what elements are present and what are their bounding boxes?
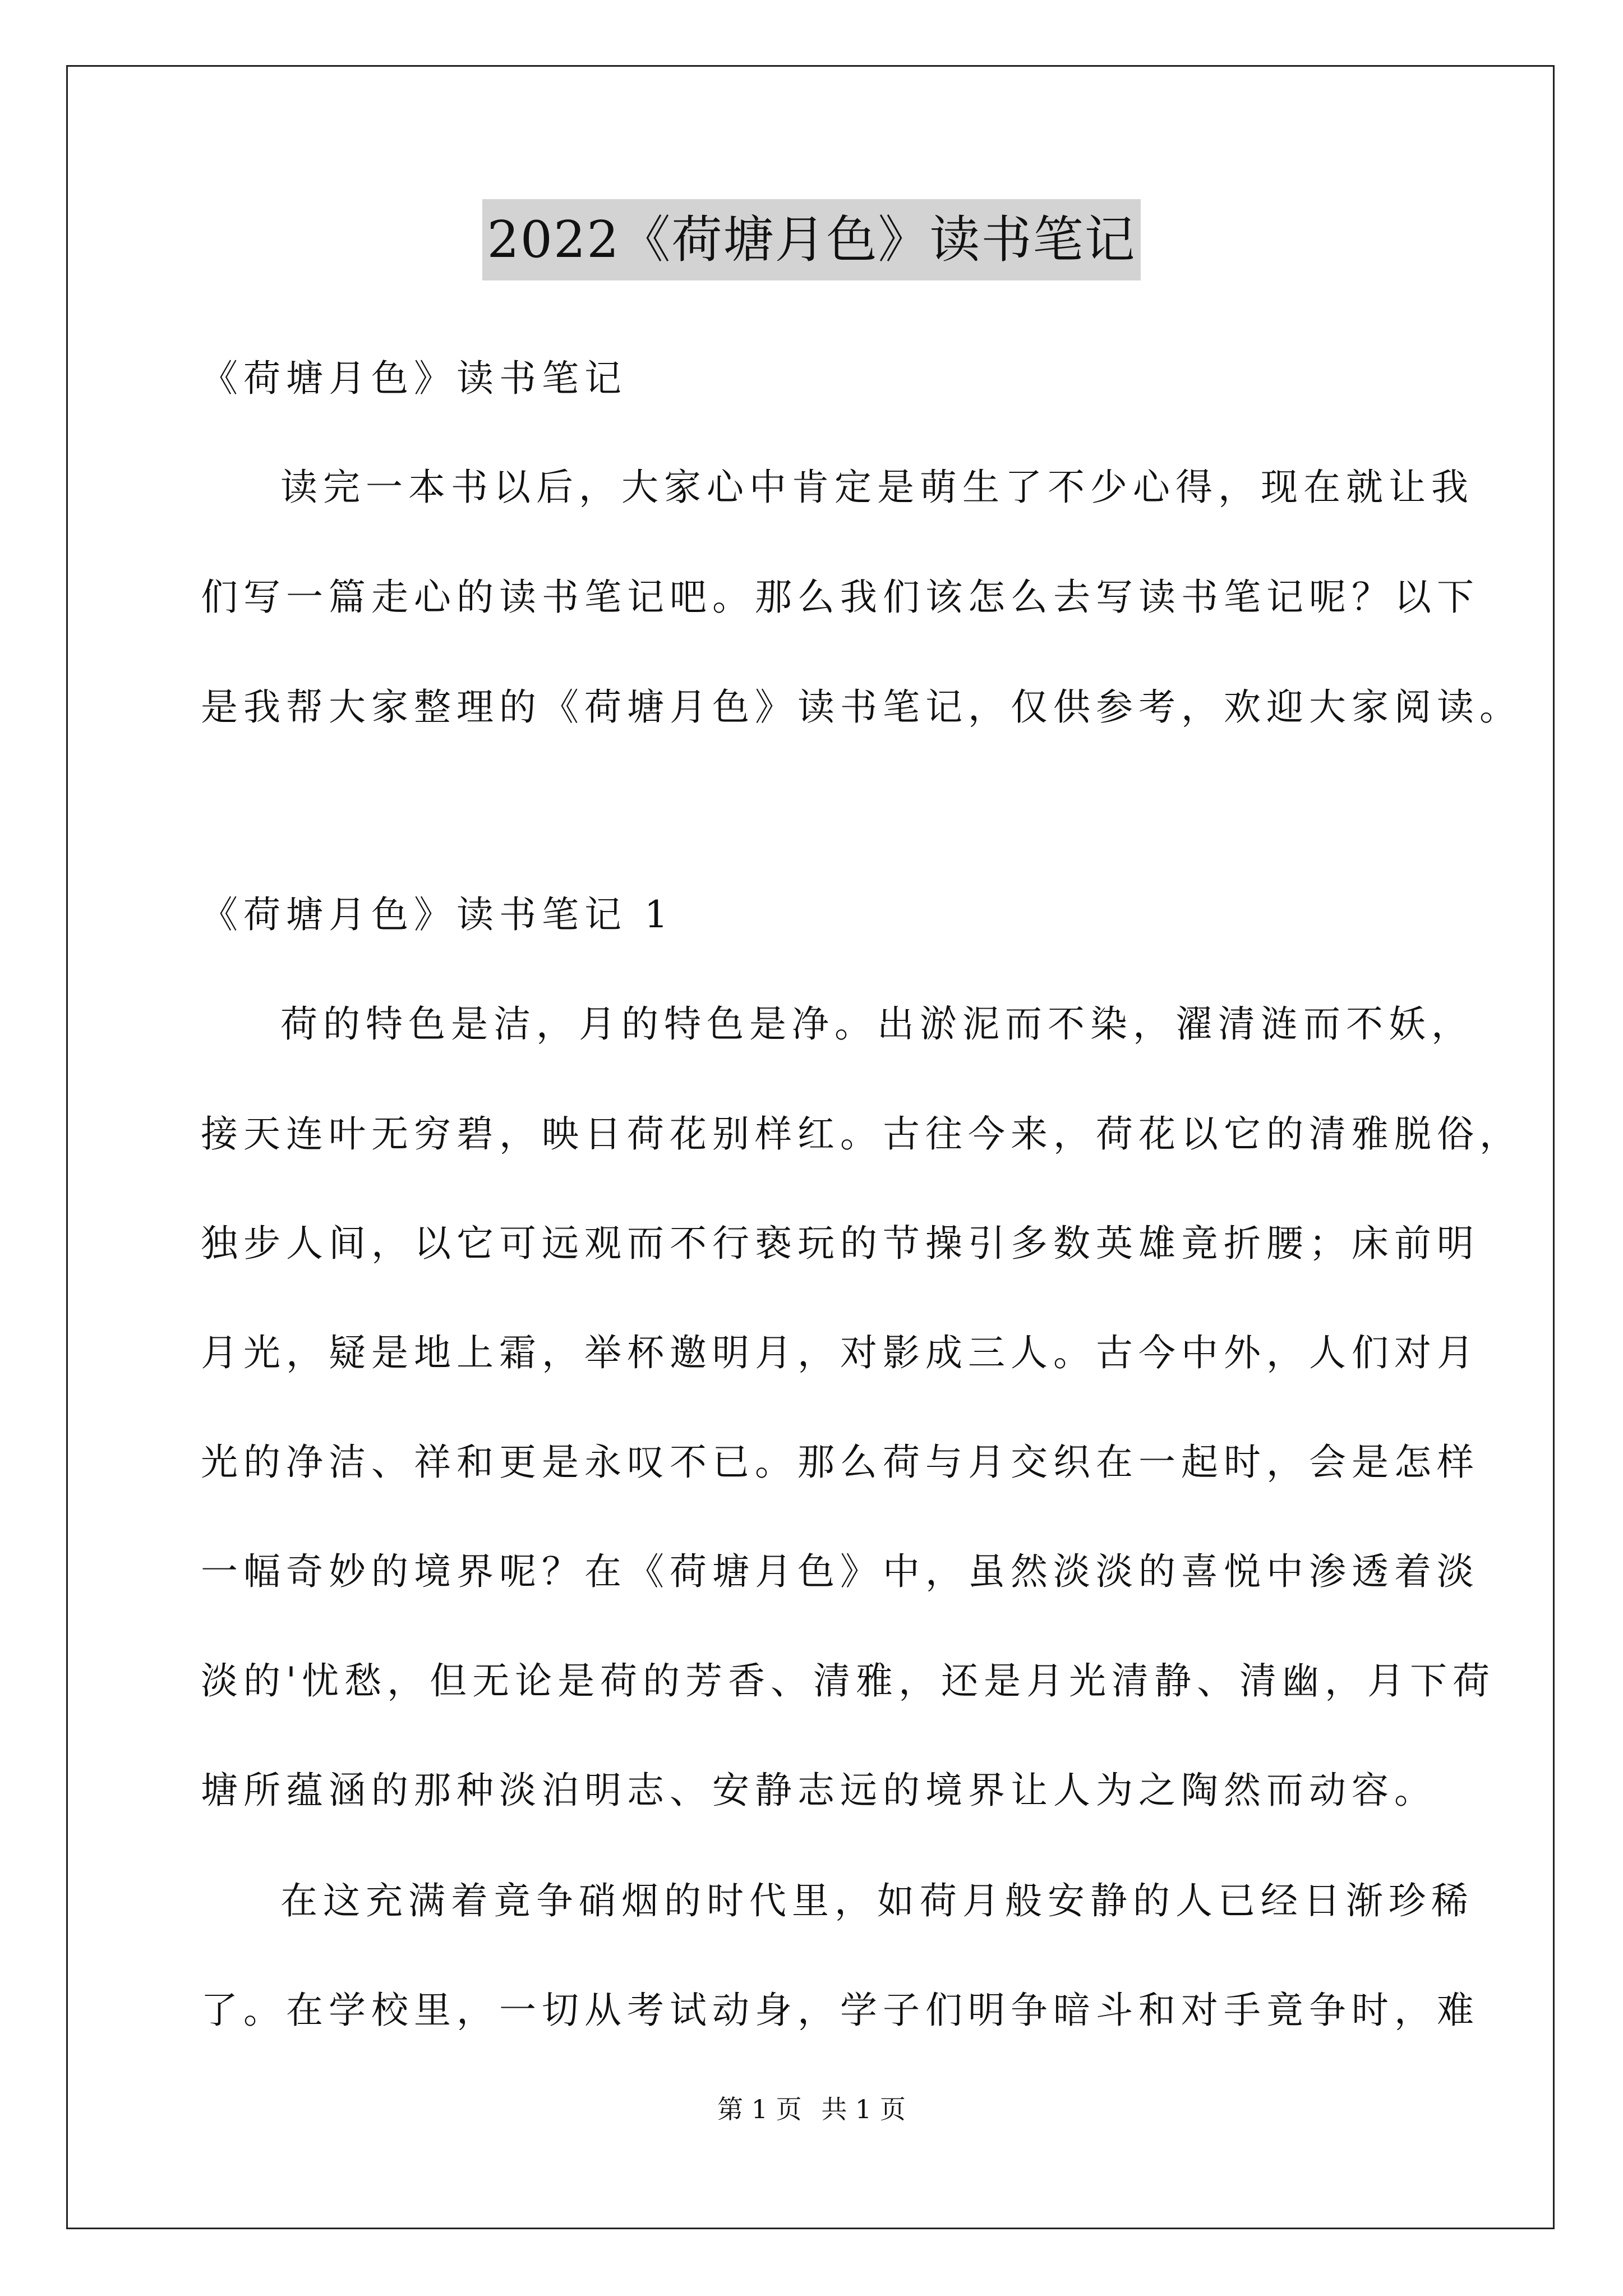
title-container [0,199,1623,280]
paragraph-line: 独步人间，以它可远观而不行亵玩的节操引多数英雄竟折腰；床前明 [201,1222,1479,1265]
paragraph-line: 淡的'忧愁，但无论是荷的芳香、清雅，还是月光清静、清幽，月下荷 [201,1659,1496,1703]
paragraph-line: 月光，疑是地上霜，举杯邀明月，对影成三人。古今中外，人们对月 [201,1331,1479,1374]
intro-line: 是我帮大家整理的《荷塘月色》读书笔记，仅供参考，欢迎大家阅读。 [201,685,1522,729]
paragraph-line: 了。在学校里，一切从考试动身，学子们明争暗斗和对手竟争时，难 [201,1989,1479,2032]
paragraph-line: 一幅奇妙的境界呢？在《荷塘月色》中，虽然淡淡的喜悦中渗透着淡 [201,1550,1479,1593]
subtitle: 《荷塘月色》读书笔记 [201,357,627,400]
paragraph-line: 光的净洁、祥和更是永叹不已。那么荷与月交织在一起时，会是怎样 [201,1441,1479,1484]
page-total: 共 1 页 [821,2094,906,2124]
paragraph-line: 接天连叶无穷碧，映日荷花别样红。古往今来，荷花以它的清雅脱俗， [201,1112,1522,1156]
section-heading: 《荷塘月色》读书笔记 1 [201,893,674,936]
paragraph-line: 在这充满着竟争硝烟的时代里，如荷月般安静的人已经日渐珍稀 [280,1879,1474,1922]
paragraph-line: 荷的特色是洁，月的特色是净。出淤泥而不染，濯清涟而不妖， [280,1002,1474,1046]
intro-line: 们写一篇走心的读书笔记吧。那么我们该怎么去写读书笔记呢？以下 [201,576,1479,619]
intro-line: 读完一本书以后，大家心中肯定是萌生了不少心得，现在就让我 [280,466,1474,509]
paragraph-line: 塘所蕴涵的那种淡泊明志、安静志远的境界让人为之陶然而动容。 [201,1769,1437,1812]
page-footer [0,2092,1623,2126]
page-number: 第 1 页 [717,2094,802,2124]
document-title: 2022《荷塘月色》读书笔记 [482,199,1140,280]
